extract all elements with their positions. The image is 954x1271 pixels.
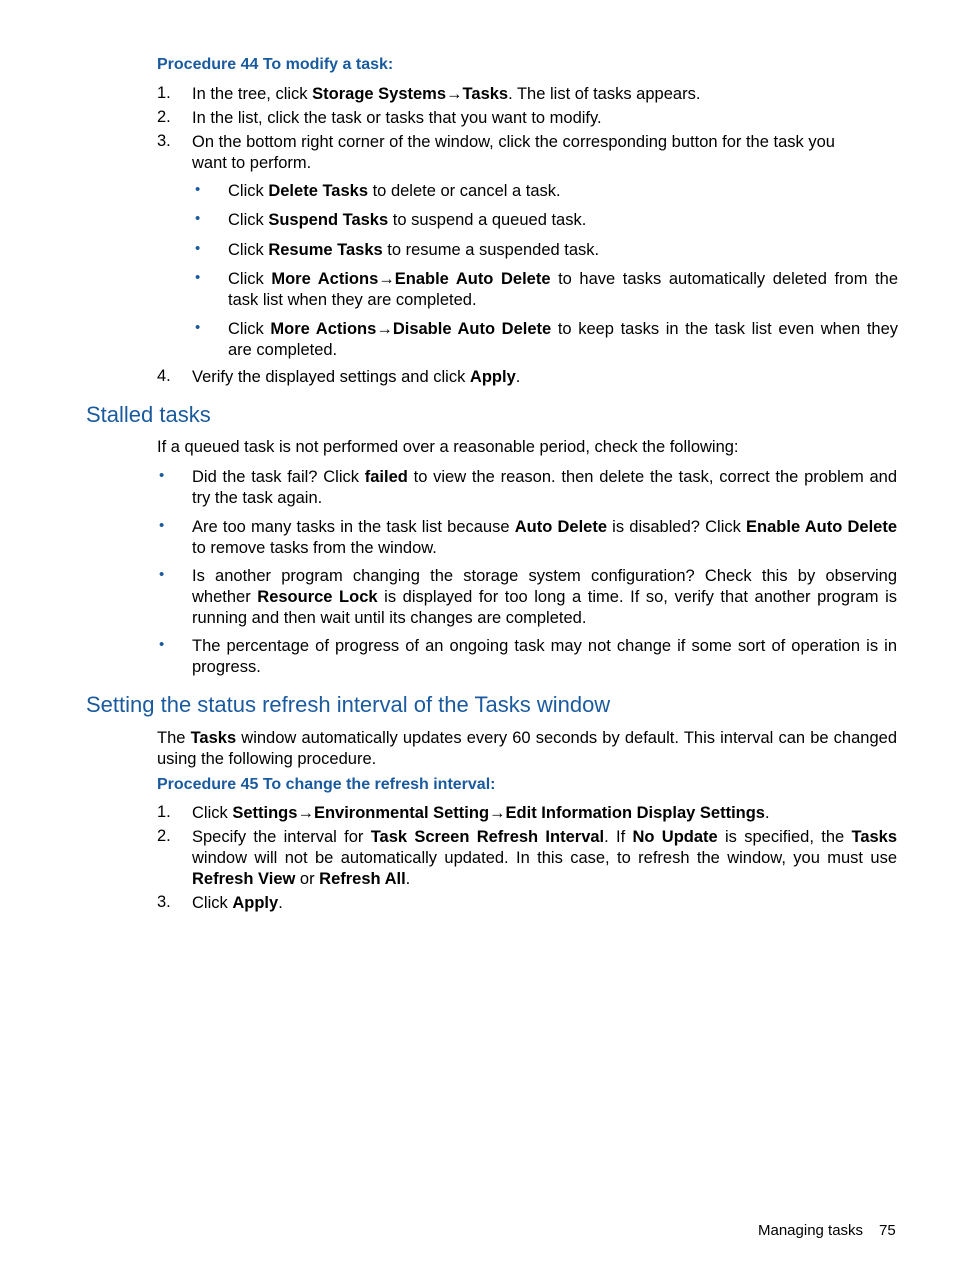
bullet-text: Is another program changing the storage system configuration? Check this by observing whether Resource Lock is displayed for too long a time. If so, verify that another program is running and then wait until its changes are completed. (192, 567, 897, 627)
bullet-text: Click More Actions→Disable Auto Delete to keep tasks in the task list even when they are completed. (228, 320, 899, 359)
step-number: 1. (157, 84, 171, 102)
step-4-text: Verify the displayed settings and click Apply. (192, 368, 521, 386)
step-number: 2. (157, 827, 171, 845)
step-number: 1. (157, 803, 171, 821)
step-3-text: On the bottom right corner of the window, click the corresponding button for the task you want to perform. (192, 133, 835, 172)
stalled-tasks-heading: Stalled tasks (86, 402, 211, 427)
bullet-text: The percentage of progress of an ongoing task may not change if some sort of operation is in progress. (192, 637, 897, 676)
bullet-icon: • (195, 181, 201, 198)
step-number: 3. (157, 893, 171, 911)
bullet-icon: • (159, 636, 165, 653)
refresh-intro: The Tasks window automatically updates every 60 seconds by default. This interval can be changed using the following procedure. (157, 729, 897, 768)
refresh-interval-heading: Setting the status refresh interval of the Tasks window (86, 692, 611, 717)
step-1-text: Click Settings→Environmental Setting→Edit Information Display Settings. (192, 804, 770, 822)
bullet-icon: • (195, 319, 201, 336)
procedure-45-title: Procedure 45 To change the refresh interval: (157, 776, 496, 793)
bullet-icon: • (195, 269, 201, 286)
bullet-icon: • (159, 467, 165, 484)
bullet-icon: • (159, 517, 165, 534)
page-number: 75 (879, 1222, 896, 1239)
bullet-icon: • (159, 566, 165, 583)
bullet-text: Click Resume Tasks to resume a suspended task. (228, 241, 600, 259)
bullet-text: Click More Actions→Enable Auto Delete to have tasks automatically deleted from the task list when they are completed. (228, 270, 898, 309)
step-number: 3. (157, 132, 171, 150)
bullet-icon: • (195, 210, 201, 227)
step-3-text: Click Apply. (192, 894, 283, 912)
bullet-text: Click Delete Tasks to delete or cancel a task. (228, 182, 561, 200)
stalled-intro: If a queued task is not performed over a reasonable period, check the following: (157, 438, 739, 456)
step-number: 2. (157, 108, 171, 126)
bullet-icon: • (195, 240, 201, 257)
step-1-text: In the tree, click Storage Systems→Tasks. The list of tasks appears. (192, 85, 701, 103)
footer-section-title: Managing tasks (758, 1222, 864, 1239)
step-2-text: In the list, click the task or tasks that you want to modify. (192, 109, 602, 127)
bullet-text: Click Suspend Tasks to suspend a queued task. (228, 211, 587, 229)
step-2-text: Specify the interval for Task Screen Refresh Interval. If No Update is specified, the Tasks window will not be automatically updated. In this case, to refresh the window, you must use Refresh View or Refresh All. (192, 828, 898, 888)
bullet-text: Did the task fail? Click failed to view the reason. then delete the task, correct the problem and try the task again. (192, 468, 897, 507)
step-number: 4. (157, 367, 171, 385)
procedure-44-title: Procedure 44 To modify a task: (157, 56, 394, 73)
bullet-text: Are too many tasks in the task list because Auto Delete is disabled? Click Enable Auto Delete to remove tasks from the window. (192, 518, 897, 557)
